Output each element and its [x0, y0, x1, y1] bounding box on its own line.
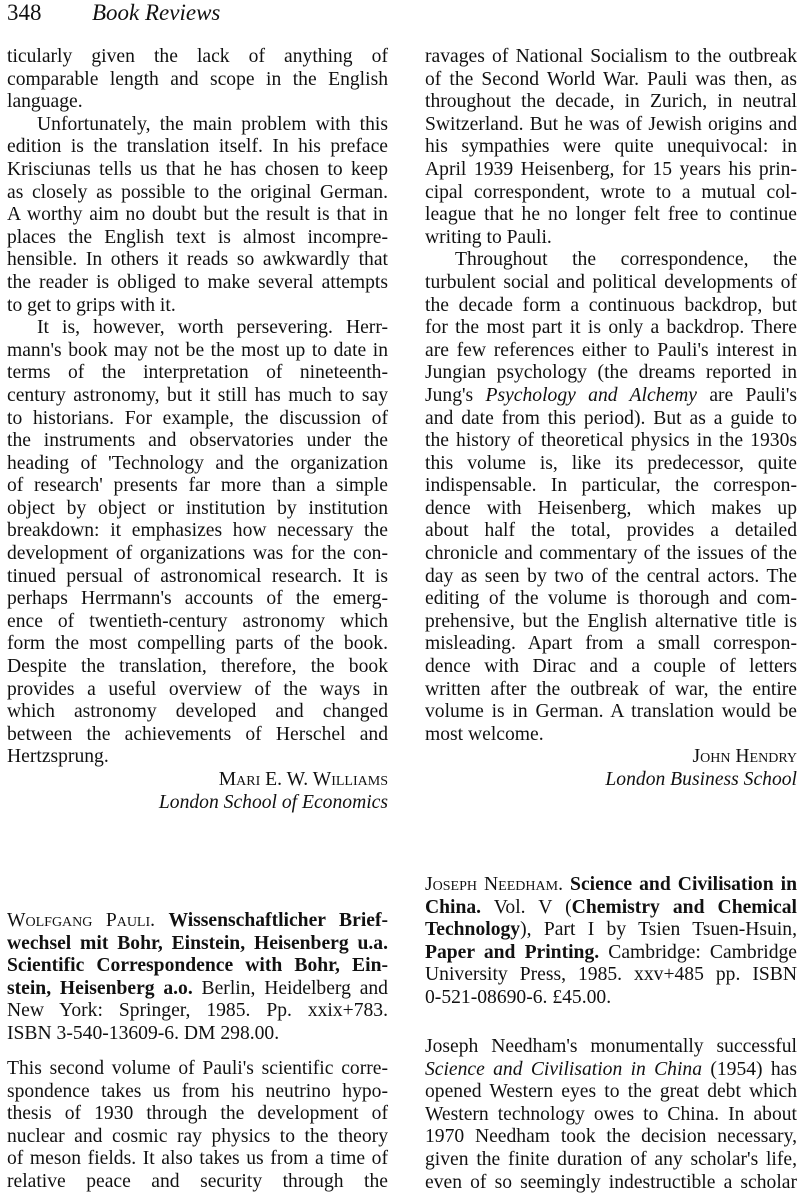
text-line: league that he no longer felt free to continue: [425, 204, 797, 226]
text-line: Joseph Needham's monumentally successful: [425, 1036, 797, 1057]
text-line: day as seen by two of the central actors. The: [425, 565, 797, 587]
text-line: this volume is, like its predecessor, quite: [425, 452, 797, 474]
text-line: volume is in German. A translation would be: [425, 701, 797, 723]
text-line: A worthy aim no doubt but the result is that in: [7, 204, 388, 226]
citation-line: [7, 978, 388, 1001]
text-line: throughout the decade, in Zurich, in neutral: [425, 91, 797, 113]
text-line: written after the outbreak of war, the entire: [425, 678, 797, 700]
text-line: Krisciunas tells us that he has chosen to keep: [7, 158, 388, 180]
citation-line: [7, 910, 388, 933]
text-line: indispensable. In particular, the correspon-: [425, 475, 797, 497]
text-line: misleading. Apart from a small correspon-: [425, 633, 797, 655]
book-title-italic: Science and Civilisation in China: [425, 1058, 703, 1080]
citation-author: Joseph Needham: [425, 874, 559, 895]
text-fragment: Jung's: [425, 384, 486, 406]
citation-isbn-price: ISBN 3-540-13609-6. DM 298.00.: [7, 1022, 280, 1044]
citation-part: ), Part I by Tsien Tsuen-Hsuin,: [520, 919, 797, 941]
text-line: Jungian psychology (the dreams reported in: [425, 362, 797, 384]
citation-subtitle: Technology: [425, 919, 521, 941]
citation-title: stein, Heisenberg a.o.: [7, 977, 193, 999]
citation-title-line: Scientific Correspondence with Bohr, Ein-: [7, 955, 388, 977]
text-line: century astronomy, but it still has much to say: [7, 384, 388, 406]
text-line: turbulent social and political developments of: [425, 271, 797, 293]
citation-isbn-price: 0-521-08690-6. £45.00.: [425, 986, 612, 1008]
text-line: tinued persual of astronomical research. It is: [7, 565, 388, 587]
reviewer-name: John Hendry: [692, 746, 797, 768]
text-line: breakdown: it emphasizes how necessary the: [7, 520, 388, 542]
text-line: given the finite duration of any scholar's life,: [425, 1148, 797, 1170]
text-line: relative peace and security through the: [7, 1170, 388, 1192]
text-line: language.: [7, 91, 83, 113]
citation-line: [425, 897, 797, 920]
reviewer-affiliation: London Business School: [605, 769, 797, 790]
text-line: nuclear and cosmic ray physics to the theory: [7, 1125, 388, 1147]
citation-title-line: wechsel mit Bohr, Einstein, Heisenberg u.a.: [7, 932, 388, 954]
text-line: development of organizations was for the con-: [7, 543, 388, 565]
needham-book-citation: [425, 874, 797, 1010]
text-line: opened Western eyes to the great debt which: [425, 1081, 797, 1103]
text-line: to get to grips with it.: [7, 294, 176, 316]
text-line: chronicle and commentary of the issues of the: [425, 543, 797, 565]
text-line: prehensive, but the English alternative title is: [425, 610, 797, 632]
pauli-book-citation: [7, 910, 388, 1046]
text-line: spondence takes us from his neutrino hypo-: [7, 1080, 388, 1102]
text-line: perhaps Herrmann's accounts of the emerg-: [7, 588, 388, 610]
text-line: dence with Dirac and a couple of letters: [425, 656, 797, 678]
text-line: are few references either to Pauli's interest in: [425, 339, 797, 361]
running-header: [7, 0, 220, 28]
citation-line: New York: Springer, 1985. Pp. xxix+783.: [7, 1000, 388, 1022]
text-line: edition is the translation itself. In his preface: [7, 136, 388, 158]
text-line: Switzerland. But he was of Jewish origins and: [425, 113, 797, 135]
text-line: as closely as possible to the original German.: [7, 181, 388, 203]
text-line: to historians. For example, the discussion of: [7, 407, 388, 429]
text-line: places the English text is almost incompre-: [7, 226, 388, 248]
text-line: cipal correspondent, wrote to a mutual col-: [425, 181, 797, 203]
reviewer-affiliation: London School of Economics: [158, 791, 388, 813]
paragraph-start: Unfortunately, the main problem with this: [37, 113, 388, 135]
text-fragment: are Pauli's: [696, 384, 797, 406]
text-line: comparable length and scope in the English: [7, 68, 388, 90]
text-line: for the most part it is only a backdrop. There: [425, 317, 797, 339]
text-line: the instruments and observatories under the: [7, 430, 388, 452]
citation-author: Wolfgang Pauli: [7, 910, 151, 931]
text-line: editing of the volume is thorough and com-: [425, 588, 797, 610]
text-line: of the Second World War. Pauli was then, as: [425, 68, 797, 90]
text-line: thesis of 1930 through the development of: [7, 1103, 388, 1125]
text-line: and date from this period). But as a guide to: [425, 407, 797, 429]
text-line: 1970 Needham took the decision necessary,: [425, 1126, 797, 1148]
book-title-italic: Psychology and Alchemy: [485, 384, 697, 406]
text-line: of meson fields. It also takes us from a time of: [7, 1148, 388, 1170]
text-line: This second volume of Pauli's scientific corre-: [7, 1058, 388, 1079]
needham-review-body: [425, 1036, 797, 1194]
text-line: the reader is obliged to make several attempts: [7, 271, 388, 293]
citation-title: Science and Civilisation in: [570, 874, 798, 895]
paragraph-start: Throughout the correspondence, the: [455, 249, 797, 271]
citation-line: [425, 919, 797, 942]
paragraph-start: It is, however, worth persevering. Herr-: [37, 317, 388, 339]
citation-punct: .: [150, 910, 169, 931]
text-line: the history of theoretical physics in the 1930s: [425, 430, 797, 452]
text-line: April 1939 Heisenberg, for 15 years his prin-: [425, 158, 797, 180]
text-line: terms of the interpretation of nineteenth-: [7, 362, 388, 384]
citation-part-title: Paper and Printing.: [425, 941, 600, 963]
text-line: between the achievements of Herschel and: [7, 723, 388, 745]
text-line: Hertzsprung.: [7, 746, 109, 768]
text-line: the decade form a continuous backdrop, but: [425, 294, 797, 316]
citation-publisher: Cambridge: Cambridge: [599, 941, 797, 963]
citation-line: [425, 942, 797, 965]
right-column-pauli-review: [425, 46, 797, 792]
pauli-review-body: [7, 1058, 388, 1194]
text-line: about half the total, provides a detailed: [425, 520, 797, 542]
text-line: of research' presents far more than a simple: [7, 475, 388, 497]
citation-volume: Vol. V (: [481, 896, 572, 918]
text-line: provides a useful overview of the ways in: [7, 678, 388, 700]
text-line: ravages of National Socialism to the outbreak: [425, 46, 797, 67]
citation-punct: .: [558, 874, 571, 895]
text-line: ence of twentieth-century astronomy which: [7, 610, 388, 632]
citation-title: China.: [425, 896, 482, 918]
left-column-review-tail: [7, 46, 388, 814]
text-line: even of so seemingly indestructible a scholar: [425, 1171, 797, 1193]
text-line: writing to Pauli.: [425, 226, 552, 248]
text-line: [425, 1059, 797, 1082]
citation-subtitle: Chemistry and Chemical: [571, 896, 797, 918]
text-line: form the most compelling parts of the book.: [7, 633, 388, 655]
citation-publisher: Berlin, Heidelberg and: [192, 977, 388, 999]
text-line: Western technology owes to China. In about: [425, 1103, 797, 1125]
text-line: ticularly given the lack of anything of: [7, 46, 388, 67]
text-line: hensible. In others it reads so awkwardly that: [7, 249, 388, 271]
text-line: [425, 385, 797, 408]
reviewer-name: Mari E. W. Williams: [218, 769, 388, 790]
citation-line: University Press, 1985. xxv+485 pp. ISBN: [425, 964, 797, 986]
text-line: heading of 'Technology and the organization: [7, 452, 388, 474]
text-line: dence with Heisenberg, which makes up: [425, 497, 797, 519]
text-line: object by object or institution by institution: [7, 497, 388, 519]
text-line: his sympathies were quite unequivocal: in: [425, 136, 797, 158]
text-line: mann's book may not be the most up to date in: [7, 339, 388, 361]
text-line: which astronomy developed and changed: [7, 701, 388, 723]
page-number: 348: [7, 0, 42, 25]
text-line: most welcome.: [425, 723, 544, 745]
citation-title: Wissenschaftlicher Brief-: [168, 910, 389, 931]
text-fragment: (1954) has: [702, 1058, 797, 1080]
citation-line: [425, 874, 797, 897]
running-head-title: Book Reviews: [92, 0, 221, 25]
text-line: Despite the translation, therefore, the book: [7, 656, 388, 678]
